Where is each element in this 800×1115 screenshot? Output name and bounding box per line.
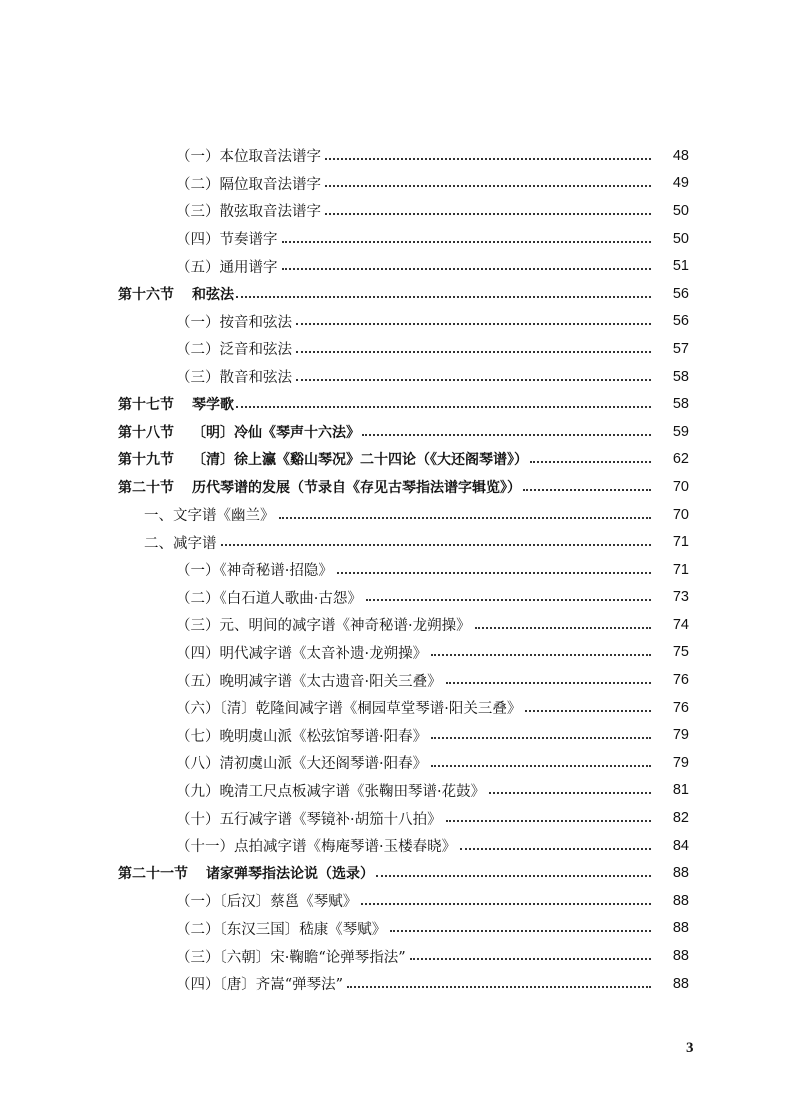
dot-leader xyxy=(431,654,651,656)
dot-leader xyxy=(236,296,651,298)
toc-section-page: 88 xyxy=(672,865,689,882)
toc-entry-label: （三）散弦取音法谱字 xyxy=(176,204,321,221)
toc-section[interactable] xyxy=(0,859,800,887)
toc-entry-page: 81 xyxy=(672,782,689,799)
toc-entry-page: 73 xyxy=(672,589,689,606)
toc-entry-label: （十）五行减字谱《琴镜补·胡笳十八拍》 xyxy=(176,811,442,828)
dot-leader xyxy=(347,986,651,988)
toc-entry-label: （五）通用谱字 xyxy=(176,259,278,276)
toc-entry-label: （四）〔唐〕齐嵩“弹琴法” xyxy=(176,977,344,994)
toc-subsection-page: 71 xyxy=(672,534,689,551)
toc-entry-label: （二）《白石道人歌曲·古怨》 xyxy=(176,590,362,607)
toc-entry[interactable] xyxy=(0,970,800,998)
toc-entry-label: （六）〔清〕乾隆间减字谱《桐园草堂琴谱·阳关三叠》 xyxy=(176,701,522,718)
toc-entry[interactable] xyxy=(0,915,800,943)
section-number: 第十六节 xyxy=(118,286,174,303)
toc-entry-page: 88 xyxy=(672,920,689,937)
dot-leader xyxy=(236,406,651,408)
toc-entry-label: （九）晚清工尺点板减字谱《张鞠田琴谱·花鼓》 xyxy=(176,783,486,800)
toc-entry[interactable] xyxy=(0,584,800,612)
toc-entry-page: 58 xyxy=(672,368,689,385)
toc-subsection[interactable] xyxy=(0,528,800,556)
dot-leader xyxy=(325,213,651,215)
toc-section[interactable] xyxy=(0,418,800,446)
section-number: 第二十一节 xyxy=(118,866,188,883)
toc-section-label xyxy=(118,422,362,442)
toc-entry-label: （十一）点拍减字谱《梅庵琴谱·玉楼春晓》 xyxy=(176,839,457,856)
dot-leader xyxy=(460,848,651,850)
toc-entry-page: 56 xyxy=(672,313,689,330)
toc-entry-page: 57 xyxy=(672,340,689,357)
toc-entry[interactable] xyxy=(0,225,800,253)
dot-leader xyxy=(362,434,651,436)
section-title: 琴学歌 xyxy=(192,397,234,414)
toc-subsection-label: 二、减字谱 xyxy=(144,535,217,552)
dot-leader xyxy=(325,158,651,160)
toc-entry-label: （四）明代减字谱《太音补遗·龙朔操》 xyxy=(176,645,428,662)
toc-entry[interactable] xyxy=(0,556,800,584)
toc-entry-label: （二）〔东汉三国〕嵇康《琴赋》 xyxy=(176,921,387,938)
toc-entry[interactable] xyxy=(0,335,800,363)
dot-leader xyxy=(523,489,651,491)
dot-leader xyxy=(525,710,651,712)
dot-leader xyxy=(337,572,651,574)
toc-entry-page: 82 xyxy=(672,810,689,827)
dot-leader xyxy=(296,379,651,381)
toc-section-page: 56 xyxy=(672,285,689,302)
dot-leader xyxy=(325,185,651,187)
toc-entry[interactable] xyxy=(0,611,800,639)
toc-entry[interactable] xyxy=(0,942,800,970)
dot-leader xyxy=(431,765,651,767)
toc-entry[interactable] xyxy=(0,749,800,777)
toc-entry-label: （四）节奏谱字 xyxy=(176,232,278,249)
toc-entry-page: 88 xyxy=(672,892,689,909)
toc-section-label xyxy=(118,284,236,304)
toc-entry-page: 84 xyxy=(672,837,689,854)
dot-leader xyxy=(446,682,651,684)
toc-subsection-page: 70 xyxy=(672,506,689,523)
toc-entry[interactable] xyxy=(0,777,800,805)
section-title: 〔清〕徐上瀛《谿山琴况》二十四论（《大还阁琴谱》） xyxy=(192,452,528,469)
toc-entry[interactable] xyxy=(0,804,800,832)
section-number: 第十八节 xyxy=(118,424,174,441)
toc-entry-label: （一）按音和弦法 xyxy=(176,314,292,331)
toc-subsection-label: 一、文字谱《幽兰》 xyxy=(144,508,275,525)
toc-section-page: 70 xyxy=(672,478,689,495)
dot-leader xyxy=(475,627,651,629)
toc-entry-label: （八）清初虞山派《大还阁琴谱·阳春》 xyxy=(176,756,428,773)
toc-section-label xyxy=(118,449,530,469)
toc-entry[interactable] xyxy=(0,308,800,336)
dot-leader xyxy=(282,241,652,243)
toc-section-label xyxy=(118,394,236,414)
dot-leader xyxy=(296,323,651,325)
dot-leader xyxy=(431,737,651,739)
toc-section[interactable] xyxy=(0,280,800,308)
dot-leader xyxy=(366,599,651,601)
toc-entry-page: 50 xyxy=(672,202,689,219)
toc-section-page: 62 xyxy=(672,451,689,468)
toc-entry-page: 50 xyxy=(672,230,689,247)
toc-entry[interactable] xyxy=(0,363,800,391)
dot-leader xyxy=(446,820,651,822)
section-number: 第十七节 xyxy=(118,397,174,414)
section-title: 历代琴谱的发展（节录自《存见古琴指法谱字辑览》） xyxy=(192,479,521,496)
section-number: 第二十节 xyxy=(118,479,174,496)
toc-section-label xyxy=(118,477,523,497)
toc-entry-page: 49 xyxy=(672,175,689,192)
toc-entry-page: 79 xyxy=(672,727,689,744)
toc-entry[interactable] xyxy=(0,142,800,170)
toc-entry-page: 48 xyxy=(672,147,689,164)
dot-leader xyxy=(361,903,651,905)
toc-entry[interactable] xyxy=(0,832,800,860)
toc-entry-page: 88 xyxy=(672,975,689,992)
toc-section-page: 58 xyxy=(672,396,689,413)
toc-entry-page: 88 xyxy=(672,948,689,965)
toc-entry-label: （一）〔后汉〕蔡邕《琴赋》 xyxy=(176,894,358,911)
section-title: 诸家弹琴指法论说（选录） xyxy=(206,866,374,883)
toc-entry-label: （一）本位取音法谱字 xyxy=(176,149,321,166)
toc-entry[interactable] xyxy=(0,721,800,749)
toc-section-page: 59 xyxy=(672,423,689,440)
dot-leader xyxy=(279,517,652,519)
dot-leader xyxy=(221,544,652,546)
dot-leader xyxy=(489,792,651,794)
dot-leader xyxy=(530,461,651,463)
toc-subsection[interactable] xyxy=(0,501,800,529)
dot-leader xyxy=(376,875,651,877)
toc-entry-label: （一）《神奇秘谱·招隐》 xyxy=(176,563,333,580)
toc-entry[interactable] xyxy=(0,197,800,225)
toc-entry[interactable] xyxy=(0,170,800,198)
toc-entry[interactable] xyxy=(0,639,800,667)
section-title: 〔明〕冷仙《琴声十六法》 xyxy=(192,424,360,441)
toc-entry[interactable] xyxy=(0,252,800,280)
toc-entry-page: 75 xyxy=(672,644,689,661)
toc-entry-page: 74 xyxy=(672,616,689,633)
toc-entry-label: （二）隔位取音法谱字 xyxy=(176,176,321,193)
toc-entry[interactable] xyxy=(0,887,800,915)
toc-entry-label: （三）散音和弦法 xyxy=(176,370,292,387)
toc-section[interactable] xyxy=(0,390,800,418)
toc-entry-label: （三）〔六朝〕宋·鞠瞻“论弹琴指法” xyxy=(176,949,406,966)
dot-leader xyxy=(282,268,652,270)
toc-entry-page: 71 xyxy=(672,561,689,578)
toc-entry-page: 51 xyxy=(672,258,689,275)
section-number: 第十九节 xyxy=(118,452,174,469)
dot-leader xyxy=(410,958,651,960)
toc-entry-label: （二）泛音和弦法 xyxy=(176,342,292,359)
toc-entry-page: 76 xyxy=(672,699,689,716)
toc-entry-page: 76 xyxy=(672,672,689,689)
toc-entry[interactable] xyxy=(0,694,800,722)
toc-entry-label: （五）晚明减字谱《太古遗音·阳关三叠》 xyxy=(176,673,442,690)
toc-section-label xyxy=(118,863,376,883)
table-of-contents xyxy=(0,142,800,997)
section-title: 和弦法 xyxy=(192,286,234,303)
dot-leader xyxy=(296,351,651,353)
toc-entry[interactable] xyxy=(0,666,800,694)
toc-section[interactable] xyxy=(0,446,800,474)
toc-entry-label: （七）晚明虞山派《松弦馆琴谱·阳春》 xyxy=(176,728,428,745)
toc-entry-label: （三）元、明间的减字谱《神奇秘谱·龙朔操》 xyxy=(176,618,471,635)
dot-leader xyxy=(390,930,651,932)
toc-section[interactable] xyxy=(0,473,800,501)
toc-entry-page: 79 xyxy=(672,754,689,771)
page-number: 3 xyxy=(686,1040,694,1056)
